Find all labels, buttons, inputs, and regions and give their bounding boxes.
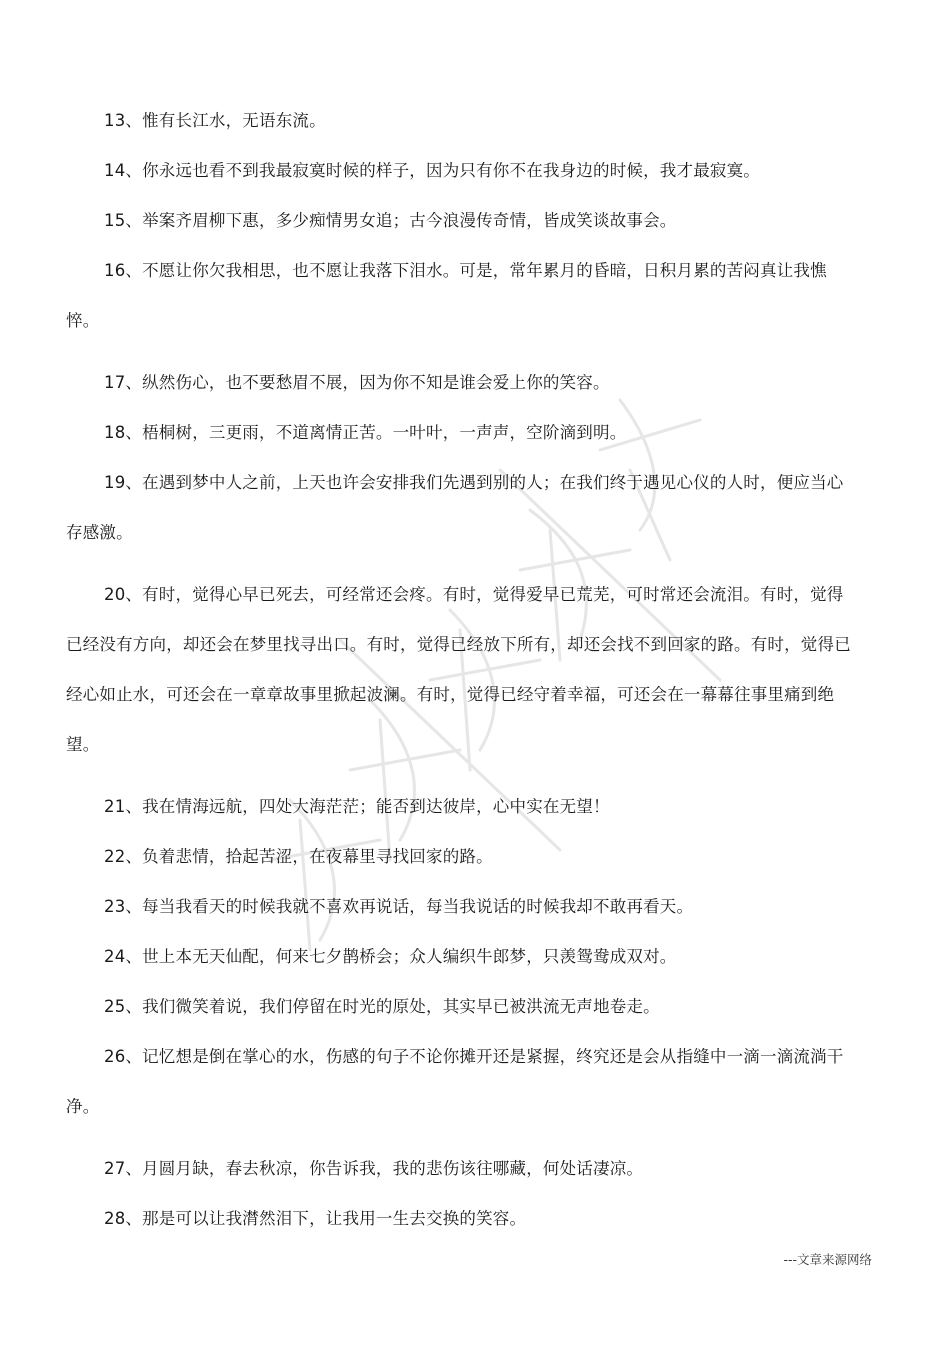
paragraph-18: 18、梧桐树，三更雨，不道离情正苦。一叶叶，一声声，空阶滴到明。: [104, 423, 627, 442]
paragraph-13: 13、惟有长江水，无语东流。: [104, 111, 326, 130]
paragraph-14: 14、你永远也看不到我最寂寞时候的样子，因为只有你不在我身边的时候，我才最寂寞。: [104, 161, 760, 180]
article-body: [66, 96, 856, 1244]
paragraph-23: 23、每当我看天的时候我就不喜欢再说话，每当我说话的时候我却不敢再看天。: [104, 897, 694, 916]
paragraph-19: 19、在遇到梦中人之前，上天也许会安排我们先遇到别的人；在我们终于遇见心仪的人时，便应当心存感激。: [66, 473, 844, 542]
paragraph-15: 15、举案齐眉柳下惠，多少痴情男女追；古今浪漫传奇情，皆成笑谈故事会。: [104, 211, 677, 230]
paragraph-24: 24、世上本无天仙配，何来七夕鹊桥会；众人编织牛郎梦，只羡鸳鸯成双对。: [104, 947, 677, 966]
paragraph-25: 25、我们微笑着说，我们停留在时光的原处，其实早已被洪流无声地卷走。: [104, 997, 660, 1016]
paragraph-27: 27、月圆月缺，春去秋凉，你告诉我，我的悲伤该往哪藏，何处话凄凉。: [104, 1159, 644, 1178]
paragraph-26: 26、记忆想是倒在掌心的水，伤感的句子不论你摊开还是紧握，终究还是会从指缝中一滴一滴流淌干净。: [66, 1047, 844, 1116]
paragraph-17: 17、纵然伤心，也不要愁眉不展，因为你不知是谁会爱上你的笑容。: [104, 373, 610, 392]
paragraph-22: 22、负着悲情，拾起苦涩，在夜幕里寻找回家的路。: [104, 847, 493, 866]
source-footer: ---文章来源网络: [783, 1252, 872, 1267]
paragraph-20: 20、有时，觉得心早已死去，可经常还会疼。有时，觉得爱早已荒芜，可时常还会流泪。有时，觉得已经没有方向，却还会在梦里找寻出口。有时，觉得已经放下所有，却还会找不到回家的路。有时，觉得已经心如止水，可还会在一章章故事里掀起波澜。有时，觉得已经守着幸福，可还会在一幕幕往事里痛到绝望。: [66, 585, 851, 754]
paragraph-28: 28、那是可以让我潸然泪下，让我用一生去交换的笑容。: [104, 1209, 527, 1228]
paragraph-16: 16、不愿让你欠我相思，也不愿让我落下泪水。可是，常年累月的昏暗，日积月累的苦闷真让我憔悴。: [66, 261, 827, 330]
paragraph-21: 21、我在情海远航，四处大海茫茫；能否到达彼岸，心中实在无望！: [104, 797, 610, 816]
